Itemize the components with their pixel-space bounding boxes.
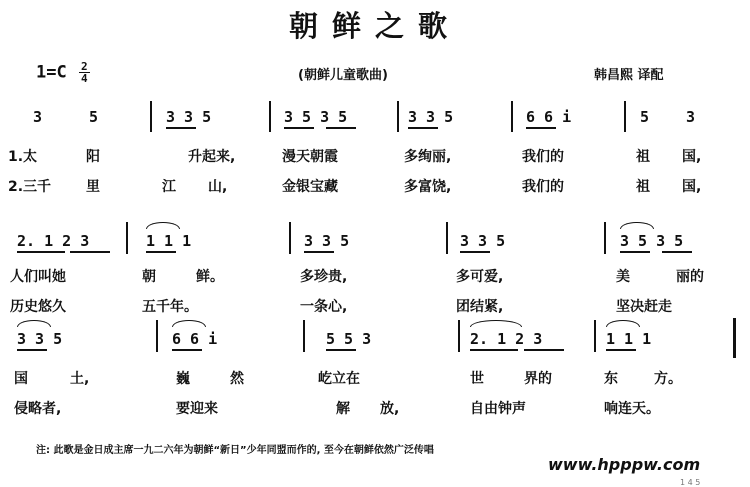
lyric-word: 巍 — [176, 371, 190, 387]
time-denominator: 4 — [80, 72, 88, 85]
lyric-word: 团结紧, — [456, 299, 504, 315]
barline — [604, 222, 606, 254]
barline — [397, 101, 399, 132]
lyric-word: 江 — [162, 179, 176, 195]
note-group: 5 — [89, 108, 99, 126]
lyric-word: 多绚丽, — [404, 149, 452, 165]
lyric-word: 多可爱, — [456, 269, 504, 285]
lyric-word: 山, — [208, 179, 228, 195]
note-group: 2. 1 2 3 — [470, 330, 543, 348]
lyric-word: 东 — [604, 371, 618, 387]
note-group: 6 6 i — [526, 108, 572, 126]
lyric-word: 国, — [682, 179, 702, 195]
beam-underline — [460, 251, 490, 253]
lyric-word: 祖 — [636, 149, 650, 165]
final-barline — [733, 318, 736, 358]
key-label: 1=C — [36, 62, 67, 83]
lyric-word: 我们的 — [522, 179, 564, 195]
barline — [458, 320, 460, 352]
note-group: 1 1 1 — [146, 232, 192, 250]
page-mark: 1 4 5 — [680, 478, 701, 487]
lyric-word: 自由钟声 — [470, 401, 526, 417]
note-group: 3 3 5 — [460, 232, 506, 250]
lyric-word: 丽的 — [676, 269, 704, 285]
lyric-word: 朝 — [142, 269, 156, 285]
lyric-word: 要迎来 — [176, 401, 218, 417]
beam-underline — [172, 349, 202, 351]
beam-underline — [470, 349, 518, 351]
lyric-line-2: 侵略者, — [14, 401, 62, 417]
note-group: 3 3 5 — [166, 108, 212, 126]
lyric-word: 我们的 — [522, 149, 564, 165]
time-signature — [79, 61, 90, 84]
beam-underline — [326, 349, 356, 351]
barline — [156, 320, 158, 352]
lyric-word: 里 — [86, 179, 100, 195]
note-group: 3 5 3 5 — [620, 232, 684, 250]
lyric-word: 方。 — [654, 371, 682, 387]
beam-underline — [620, 251, 650, 253]
lyric-word: 放, — [380, 401, 400, 417]
lyric-word: 响连天。 — [604, 401, 660, 417]
lyric-word: 五千年。 — [142, 299, 198, 315]
lyric-word: 屹立在 — [318, 371, 360, 387]
lyric-word: 阳 — [86, 149, 100, 165]
watermark-url: www.hpppw.com — [548, 455, 701, 474]
beam-underline — [17, 349, 47, 351]
lyric-word: 漫天朝霞 — [282, 149, 338, 165]
barline — [303, 320, 305, 352]
beam-underline — [526, 127, 556, 129]
lyric-word: 世 — [470, 371, 484, 387]
beam-underline — [662, 251, 692, 253]
beam-underline — [146, 251, 176, 253]
lyric-word: 祖 — [636, 179, 650, 195]
lyric-word: 升起来, — [188, 149, 236, 165]
time-numerator: 2 — [80, 60, 88, 73]
barline — [269, 101, 271, 132]
lyric-word: 土, — [70, 371, 90, 387]
note-group: 1 1 1 — [606, 330, 652, 348]
slur — [17, 320, 51, 327]
slur — [470, 320, 522, 327]
lyric-line-2: 2.三千 — [8, 179, 52, 195]
note-group: 3 5 3 5 — [284, 108, 348, 126]
lyric-word: 解 — [336, 401, 350, 417]
barline — [150, 101, 152, 132]
note-group: 6 6 i — [172, 330, 218, 348]
barline — [126, 222, 128, 254]
slur — [606, 320, 640, 327]
barline — [594, 320, 596, 352]
barline — [624, 101, 626, 132]
beam-underline — [166, 127, 196, 129]
lyric-word: 坚决赶走 — [616, 299, 672, 315]
lyric-line-1: 国 — [14, 371, 28, 387]
slur — [146, 222, 180, 229]
lyric-word: 界的 — [524, 371, 552, 387]
slur — [620, 222, 654, 229]
translator-credit: 韩昌熙 译配 — [594, 68, 664, 83]
lyric-word: 美 — [616, 269, 630, 285]
song-title: 朝鲜之歌 — [288, 9, 461, 43]
note-group: 5 — [640, 108, 650, 126]
note-group: 3 3 5 — [304, 232, 350, 250]
barline — [446, 222, 448, 254]
key-signature — [36, 61, 90, 84]
slur — [172, 320, 206, 327]
lyric-word: 国, — [682, 149, 702, 165]
note-group: 3 — [686, 108, 696, 126]
footnote: 注: 此歌是金日成主席一九二六年为朝鲜“新日”少年同盟而作的, 至今在朝鲜依然广泛传唱 — [36, 445, 434, 456]
lyric-line-1: 1.太 — [8, 149, 38, 165]
barline — [289, 222, 291, 254]
beam-underline — [284, 127, 314, 129]
note-group: 3 3 5 — [408, 108, 454, 126]
note-group: 2. 1 2 3 — [17, 232, 90, 250]
beam-underline — [408, 127, 438, 129]
barline — [511, 101, 513, 132]
note-group: 3 3 5 — [17, 330, 63, 348]
beam-underline — [70, 251, 110, 253]
lyric-word: 一条心, — [300, 299, 348, 315]
beam-underline — [606, 349, 636, 351]
note-group: 3 — [33, 108, 43, 126]
lyric-line-2: 历史悠久 — [10, 299, 66, 315]
lyric-line-1: 人们叫她 — [10, 269, 66, 285]
beam-underline — [326, 127, 356, 129]
lyric-word: 金银宝藏 — [282, 179, 338, 195]
song-subtitle: (朝鲜儿童歌曲) — [298, 68, 388, 83]
beam-underline — [17, 251, 65, 253]
lyric-word: 鲜。 — [196, 269, 224, 285]
beam-underline — [304, 251, 334, 253]
lyric-word: 多珍贵, — [300, 269, 348, 285]
note-group: 5 5 3 — [326, 330, 372, 348]
lyric-word: 然 — [230, 371, 244, 387]
beam-underline — [524, 349, 564, 351]
lyric-word: 多富饶, — [404, 179, 452, 195]
